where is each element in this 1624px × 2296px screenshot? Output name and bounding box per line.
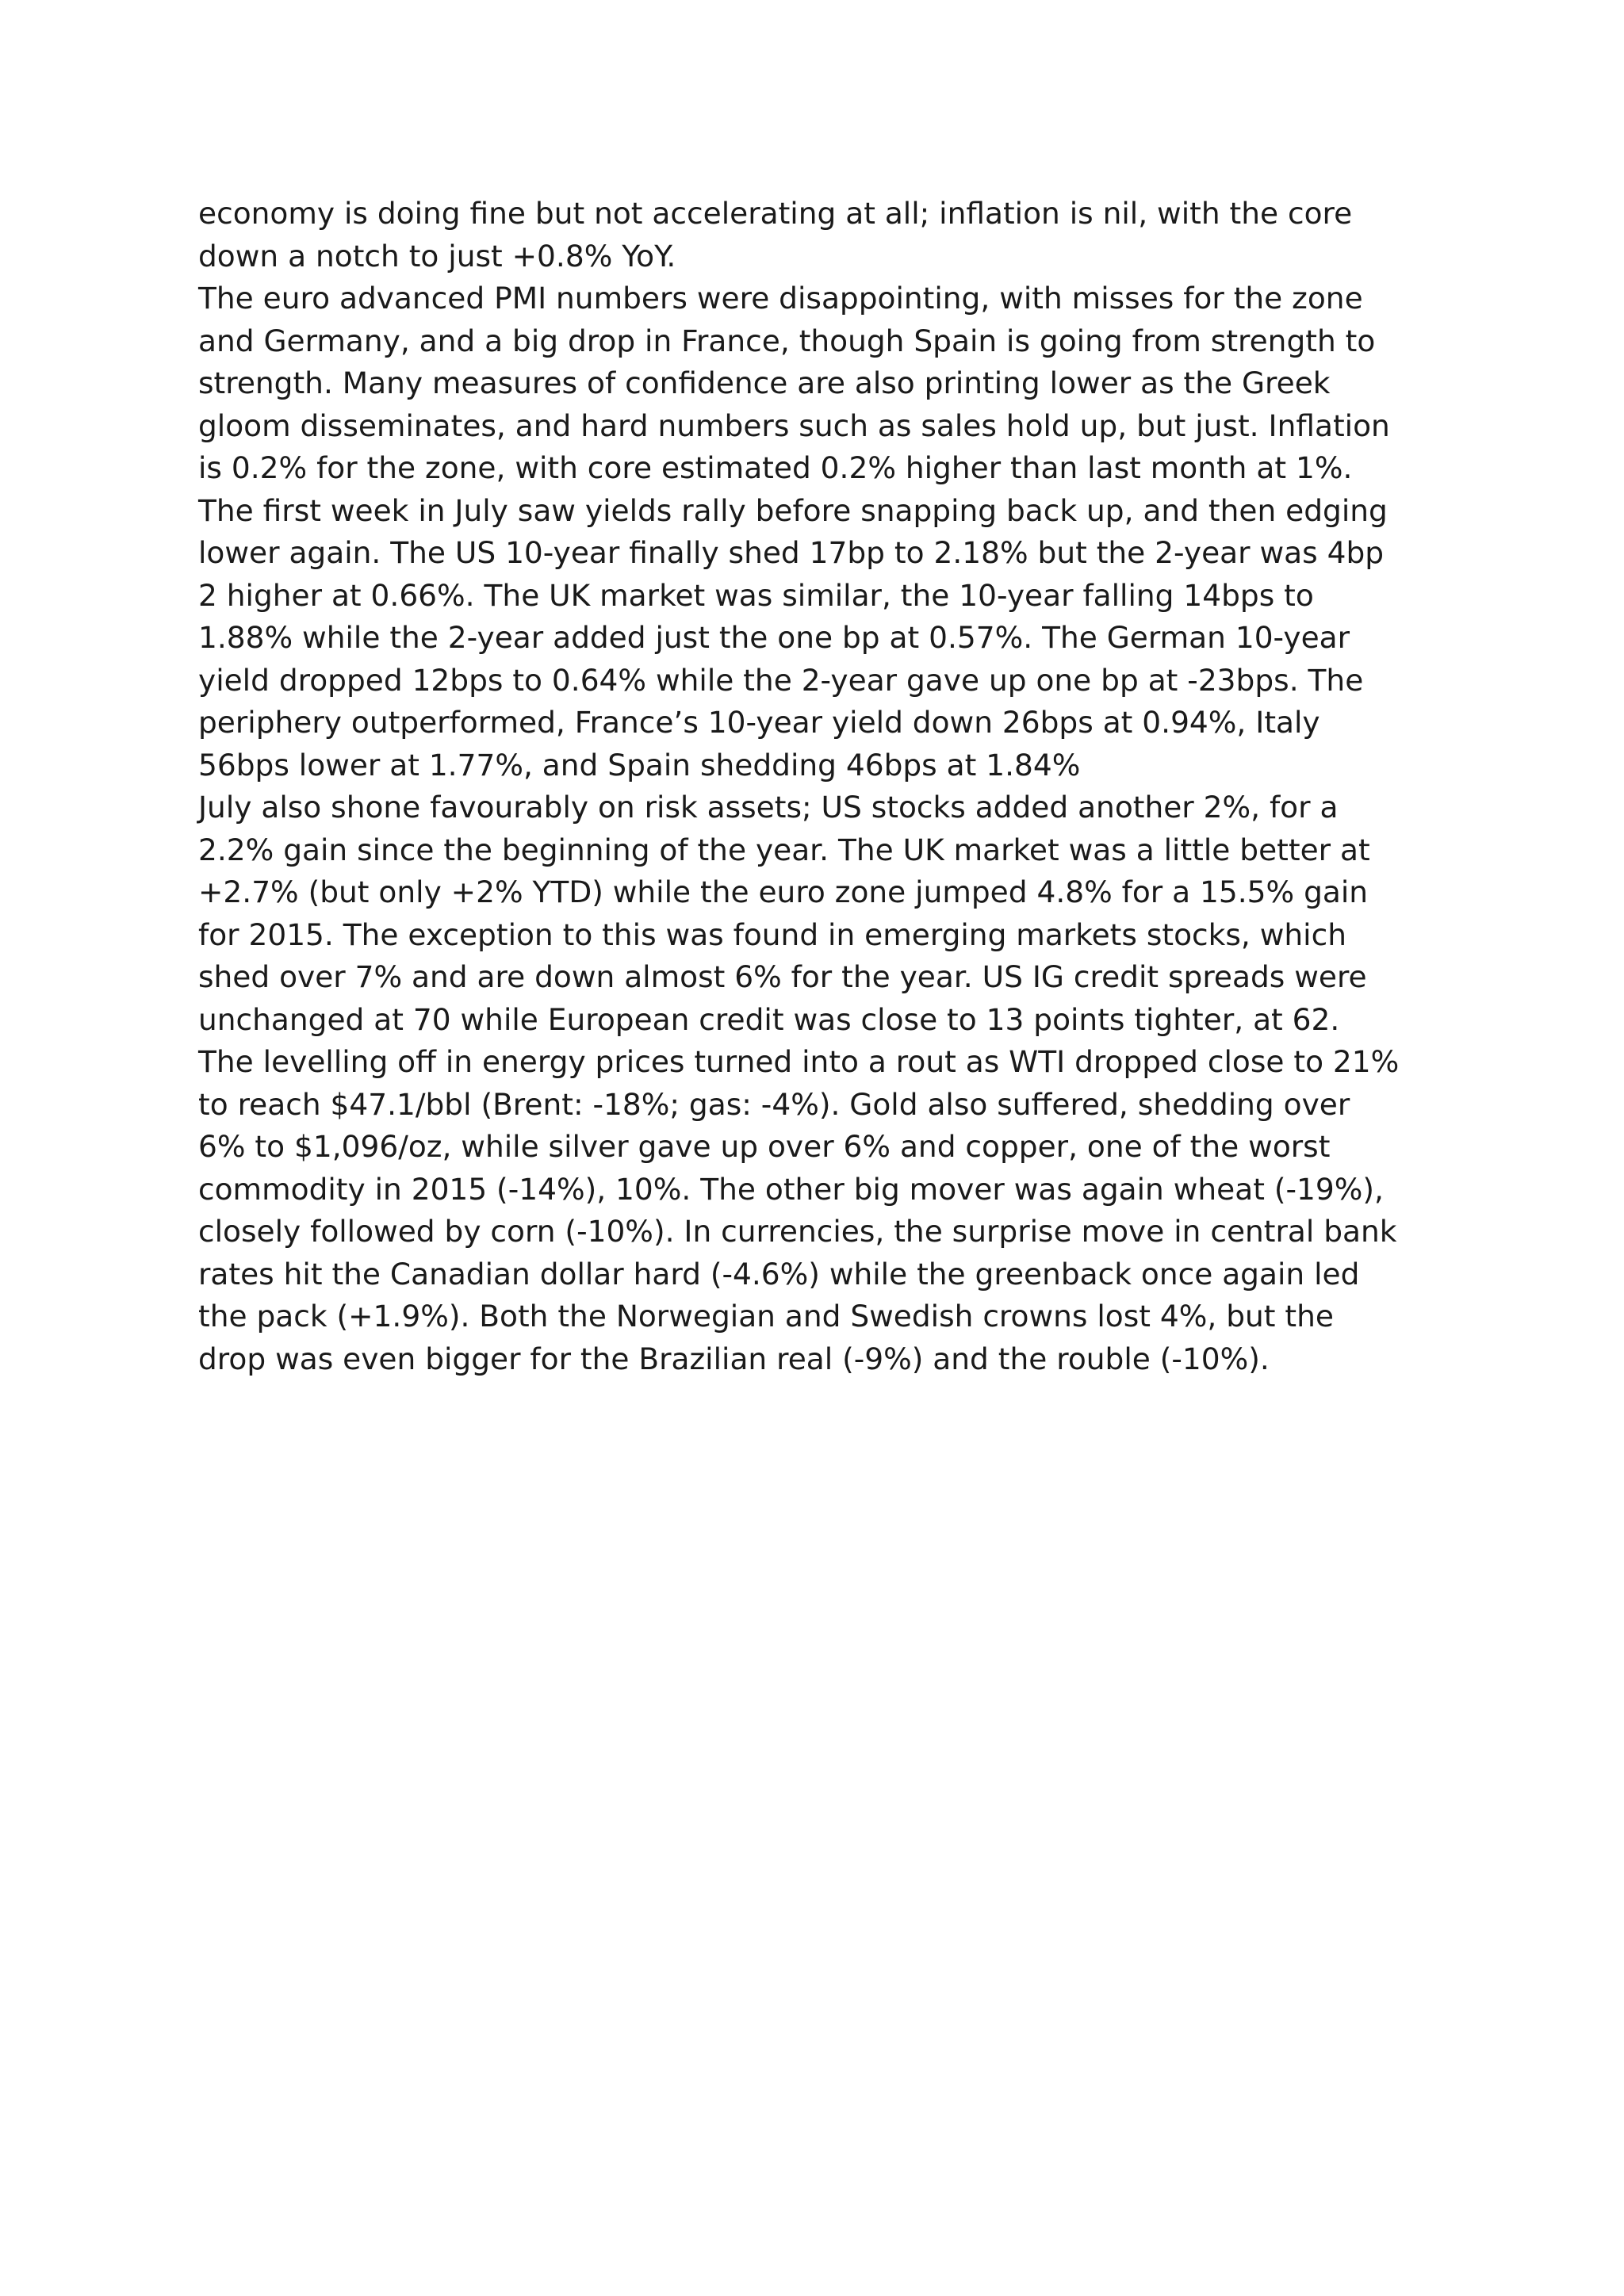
text-line: yield dropped 12bps to 0.64% while the 2-year gave up one bp at -23bps. The: [198, 662, 1364, 698]
text-line: the pack (+1.9%). Both the Norwegian and Swedish crowns lost 4%, but the: [198, 1299, 1334, 1334]
text-line: commodity in 2015 (-14%), 10%. The other big mover was again wheat (-19%),: [198, 1171, 1384, 1207]
text-line: drop was even bigger for the Brazilian real (-9%) and the rouble (-10%).: [198, 1341, 1270, 1376]
text-line: strength. Many measures of confidence are also printing lower as the Greek: [198, 365, 1331, 400]
text-line: July also shone favourably on risk assets; US stocks added another 2%, for a: [198, 790, 1339, 825]
paragraph-risk-assets: [198, 786, 1459, 1041]
text-line: economy is doing fine but not accelerating at all; inflation is nil, with the core: [198, 196, 1353, 231]
text-line: unchanged at 70 while European credit was close to 13 points tighter, at 62.: [198, 1001, 1340, 1037]
document-body: [198, 193, 1459, 1380]
text-line: and Germany, and a big drop in France, though Spain is going from strength to: [198, 323, 1376, 358]
text-line: 56bps lower at 1.77%, and Spain shedding 46bps at 1.84%: [198, 747, 1081, 783]
text-line: 2 higher at 0.66%. The UK market was similar, the 10-year falling 14bps to: [198, 577, 1314, 613]
text-line: 6% to $1,096/oz, while silver gave up over 6% and copper, one of the worst: [198, 1129, 1331, 1164]
text-line: is 0.2% for the zone, with core estimated 0.2% higher than last month at 1%.: [198, 450, 1353, 485]
text-line: to reach $47.1/bbl (Brent: -18%; gas: -4%). Gold also suffered, shedding over: [198, 1086, 1350, 1122]
text-line: 1.88% while the 2-year added just the one bp at 0.57%. The German 10-year: [198, 620, 1350, 655]
paragraph-euro-pmi: [198, 277, 1459, 490]
text-line: periphery outperformed, France’s 10-year yield down 26bps at 0.94%, Italy: [198, 705, 1320, 740]
text-line: The levelling off in energy prices turned into a rout as WTI dropped close to 21%: [198, 1044, 1400, 1079]
paragraph-economy-inflation: [198, 193, 1459, 277]
text-line: for 2015. The exception to this was found in emerging markets stocks, which: [198, 916, 1346, 952]
text-line: shed over 7% and are down almost 6% for the year. US IG credit spreads were: [198, 959, 1367, 994]
paragraph-yields: [198, 490, 1459, 787]
paragraph-commodities-currencies: [198, 1041, 1459, 1380]
text-line: The first week in July saw yields rally before snapping back up, and then edging: [198, 492, 1388, 528]
text-line: +2.7% (but only +2% YTD) while the euro zone jumped 4.8% for a 15.5% gain: [198, 874, 1369, 909]
text-line: closely followed by corn (-10%). In currencies, the surprise move in central bank: [198, 1214, 1397, 1249]
text-line: 2.2% gain since the beginning of the year. The UK market was a little better at: [198, 832, 1370, 867]
text-line: lower again. The US 10-year finally shed 17bp to 2.18% but the 2-year was 4bp: [198, 535, 1385, 570]
text-line: gloom disseminates, and hard numbers such as sales hold up, but just. Inflation: [198, 408, 1390, 443]
text-line: rates hit the Canadian dollar hard (-4.6%) while the greenback once again led: [198, 1256, 1360, 1292]
text-line: The euro advanced PMI numbers were disappointing, with misses for the zone: [198, 281, 1363, 316]
text-line: down a notch to just +0.8% YoY.: [198, 238, 676, 274]
